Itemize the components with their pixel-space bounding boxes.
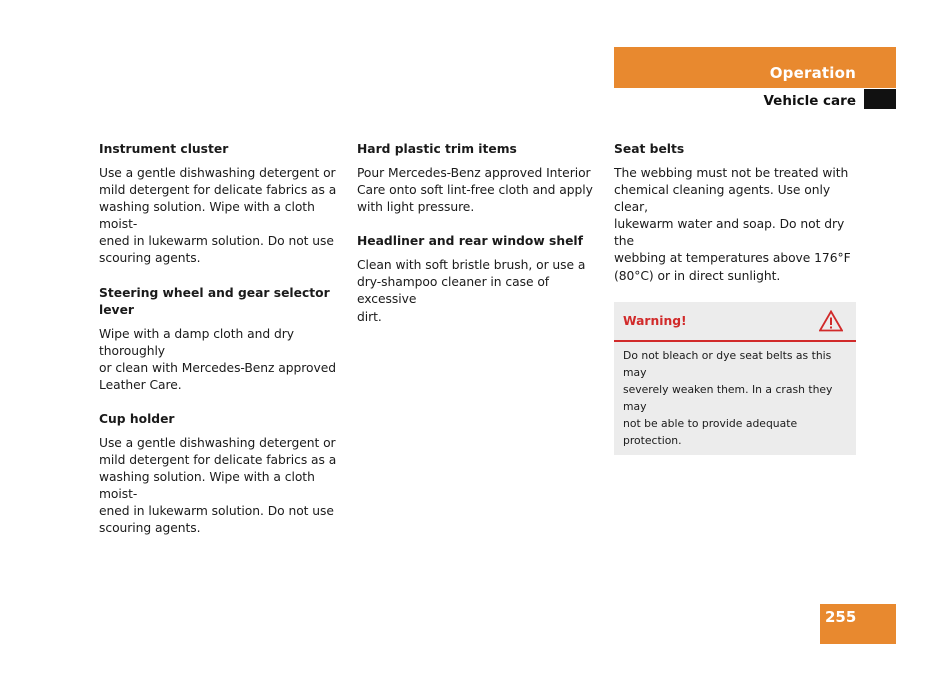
- text-line: ened in lukewarm solution. Do not use: [99, 234, 334, 249]
- warning-title: Warning!: [623, 313, 687, 328]
- text-line: mild detergent for delicate fabrics as a: [99, 183, 337, 198]
- text-line: chemical cleaning agents. Use only clear,: [614, 183, 831, 215]
- text-line: ened in lukewarm solution. Do not use: [99, 504, 334, 519]
- topic-cup-holder: [99, 411, 345, 538]
- text-line: with light pressure.: [357, 200, 475, 215]
- middle-column: [357, 141, 603, 343]
- chapter-title: Operation: [769, 64, 856, 82]
- page-number-box: [820, 604, 896, 644]
- text-line: Wipe with a damp cloth and dry thoroughly: [99, 326, 294, 358]
- text-line: dirt.: [357, 309, 382, 324]
- text-line: Leather Care.: [99, 377, 182, 392]
- topic-text: [614, 165, 857, 285]
- right-column: [614, 141, 857, 455]
- text-line: Clean with soft bristle brush, or use a: [357, 258, 586, 273]
- topic-heading: Steering wheel and gear selector lever: [99, 285, 330, 317]
- text-line: The webbing must not be treated with: [614, 166, 849, 180]
- text-line: Care onto soft lint-free cloth and apply: [357, 183, 593, 198]
- topic-heading: Instrument cluster: [99, 142, 229, 156]
- section-title: Vehicle care: [763, 93, 856, 109]
- topic-heading: Seat belts: [614, 142, 685, 156]
- text-line: scouring agents.: [99, 251, 201, 266]
- topic-headliner: [357, 233, 603, 325]
- text-line: lukewarm water and soap. Do not dry the: [614, 217, 845, 249]
- text-line: Use a gentle dishwashing detergent or: [99, 166, 336, 180]
- text-line: scouring agents.: [99, 521, 201, 536]
- text-line: mild detergent for delicate fabrics as a: [99, 453, 337, 468]
- warning-header: [614, 302, 856, 342]
- topic-heading: Hard plastic trim items: [357, 142, 517, 156]
- text-line: washing solution. Wipe with a cloth moist-: [99, 200, 315, 232]
- topic-heading: Cup holder: [99, 411, 175, 426]
- text-line: severely weaken them. In a crash they may: [623, 382, 833, 413]
- topic-steering-wheel: [99, 285, 345, 394]
- section-marker: [864, 89, 896, 109]
- warning-triangle-icon: [819, 310, 843, 332]
- topic-hard-plastic-trim: [357, 141, 603, 216]
- text-line: Pour Mercedes-Benz approved Interior: [357, 166, 591, 180]
- chapter-tab: [614, 47, 896, 88]
- text-line: washing solution. Wipe with a cloth moist-: [99, 470, 315, 502]
- topic-heading: Headliner and rear window shelf: [357, 234, 583, 249]
- topic-text: [357, 257, 603, 325]
- topic-seat-belts: [614, 141, 857, 285]
- text-line: webbing at temperatures above 176°F: [614, 251, 851, 266]
- topic-instrument-cluster: [99, 141, 345, 268]
- left-column: [99, 141, 345, 555]
- warning-text: [614, 342, 856, 455]
- text-line: Use a gentle dishwashing detergent or: [99, 435, 336, 450]
- text-line: or clean with Mercedes-Benz approved: [99, 360, 336, 375]
- text-line: (80°C) or in direct sunlight.: [614, 268, 781, 283]
- text-line: Do not bleach or dye seat belts as this may: [623, 348, 832, 379]
- topic-text: [357, 165, 603, 216]
- topic-text: [99, 435, 345, 538]
- text-line: not be able to provide adequate protection.: [623, 416, 798, 447]
- text-line: dry-shampoo cleaner in case of excessive: [357, 275, 550, 307]
- page-number: 255: [825, 608, 857, 626]
- warning-box: [614, 302, 856, 455]
- topic-text: [99, 326, 345, 394]
- topic-text: [99, 165, 345, 268]
